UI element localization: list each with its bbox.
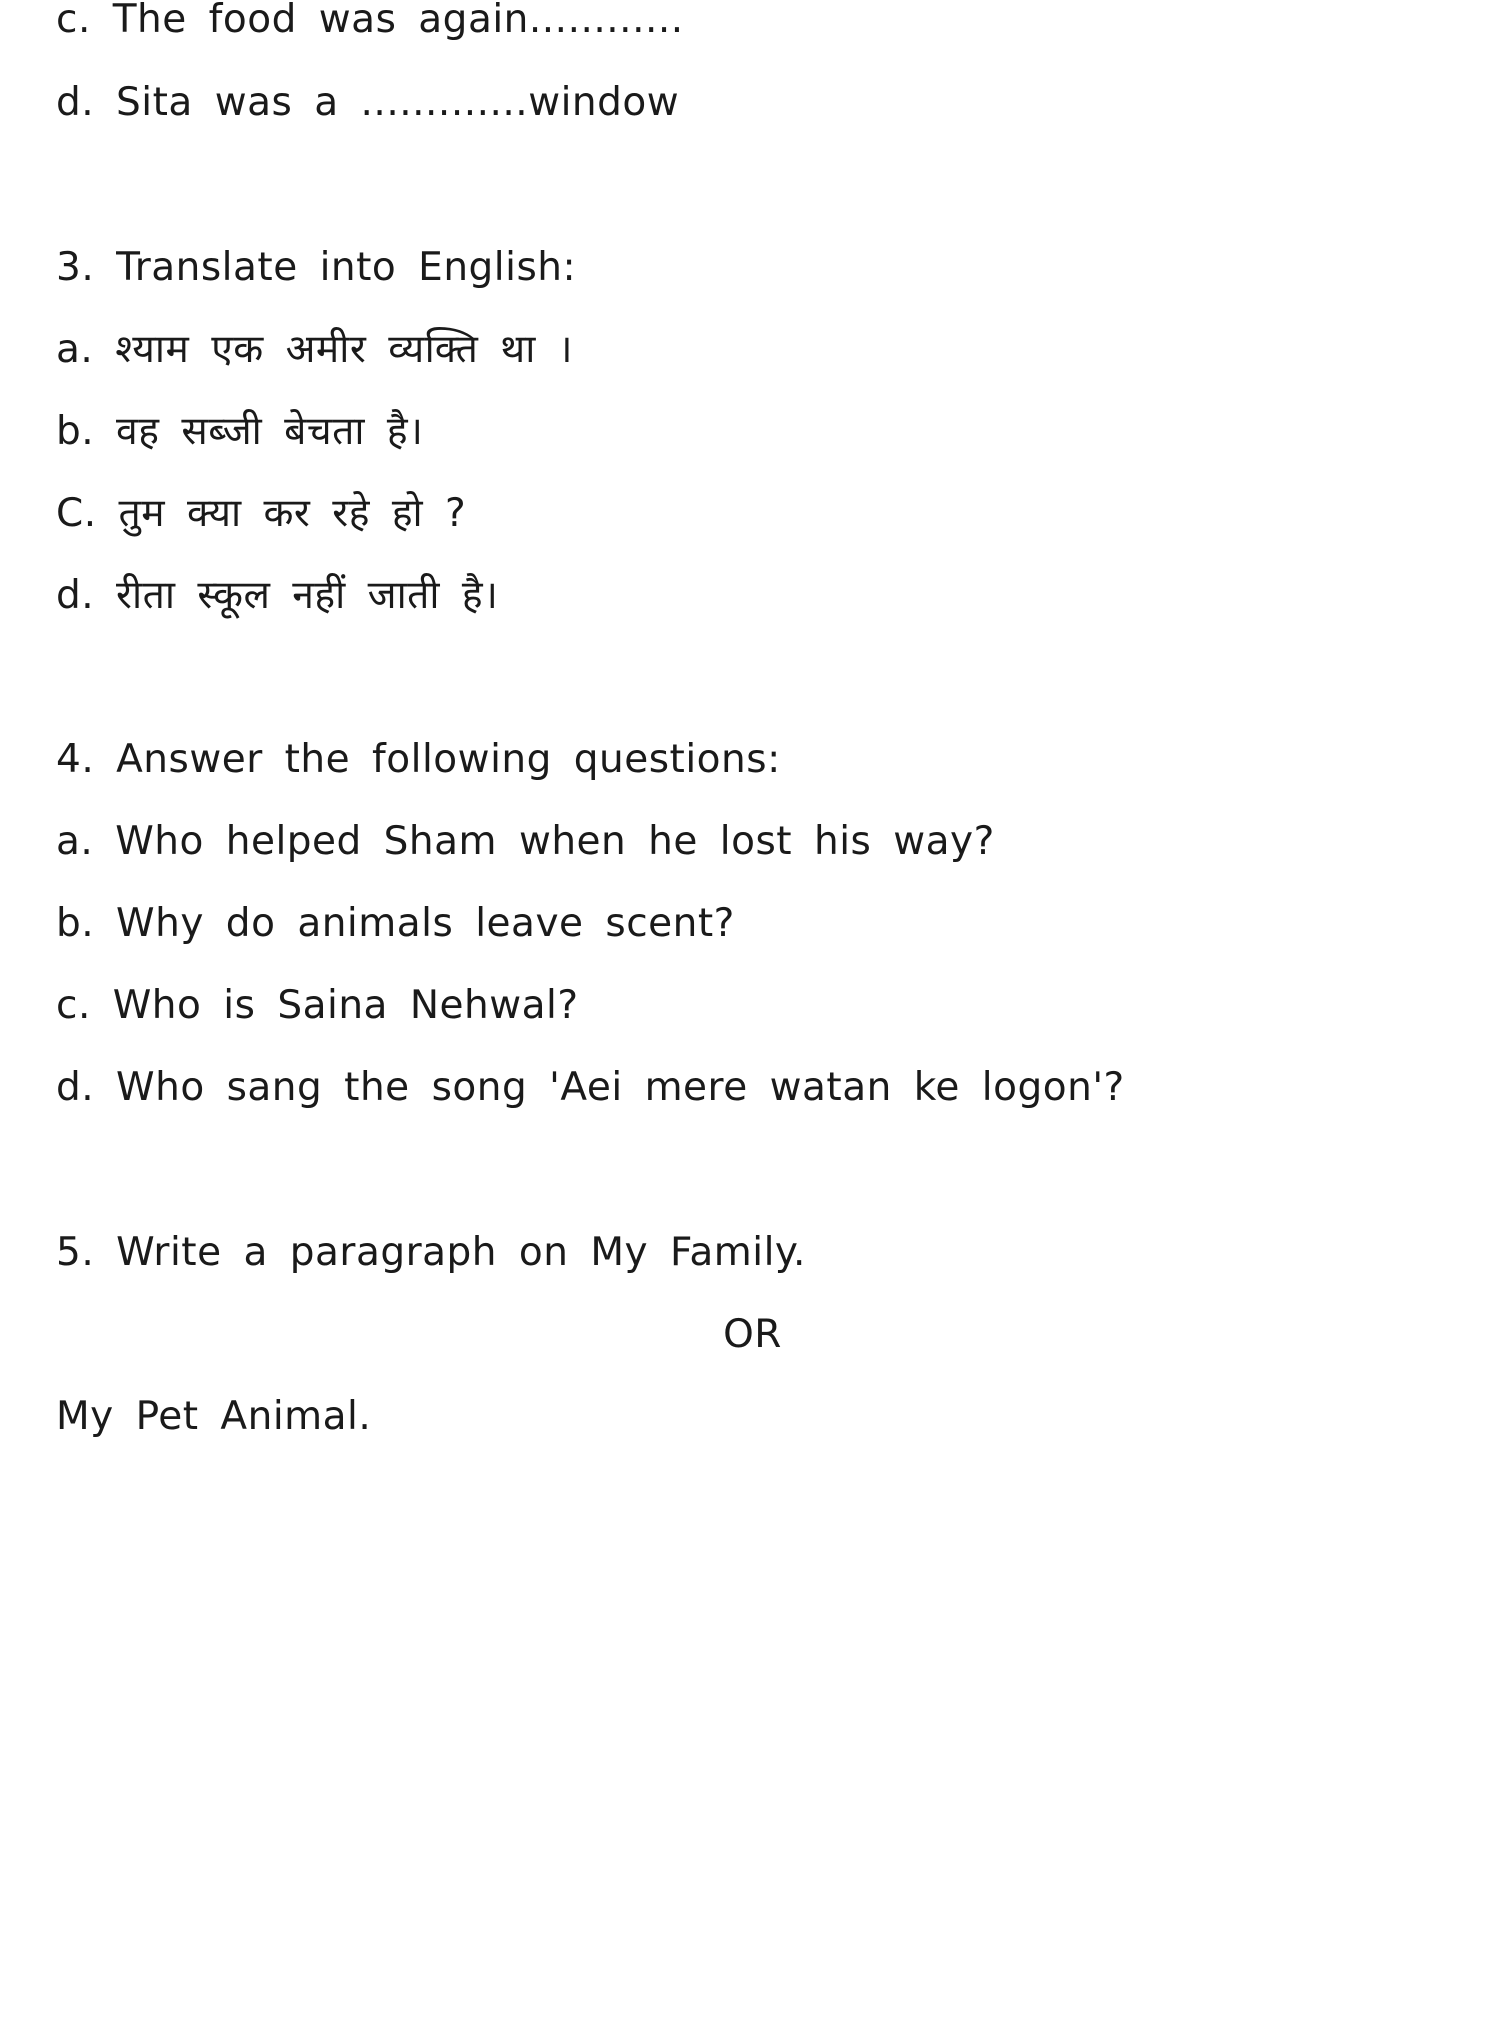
or-label: OR <box>723 1312 782 1357</box>
translate-item-d: d. रीता स्कूल नहीं जाती है। <box>56 573 499 618</box>
question-item-c: c. Who is Saina Nehwal? <box>56 983 579 1028</box>
question-item-a: a. Who helped Sham when he lost his way? <box>56 819 995 864</box>
fill-blank-item-d: d. Sita was a .............window <box>56 80 680 125</box>
question-item-d: d. Who sang the song 'Aei mere watan ke logon'? <box>56 1065 1125 1110</box>
translate-item-b: b. वह सब्जी बेचता है। <box>56 409 424 454</box>
questions-heading: 4. Answer the following questions: <box>56 737 781 782</box>
translate-item-c: C. तुम क्या कर रहे हो ? <box>56 491 467 536</box>
paragraph-heading: 5. Write a paragraph on My Family. <box>56 1230 806 1275</box>
paragraph-alternative: My Pet Animal. <box>56 1394 372 1439</box>
translate-heading: 3. Translate into English: <box>56 245 577 290</box>
translate-item-a: a. श्याम एक अमीर व्यक्ति था । <box>56 327 573 372</box>
question-item-b: b. Why do animals leave scent? <box>56 901 735 946</box>
fill-blank-item-c: c. The food was again............ <box>56 0 684 42</box>
